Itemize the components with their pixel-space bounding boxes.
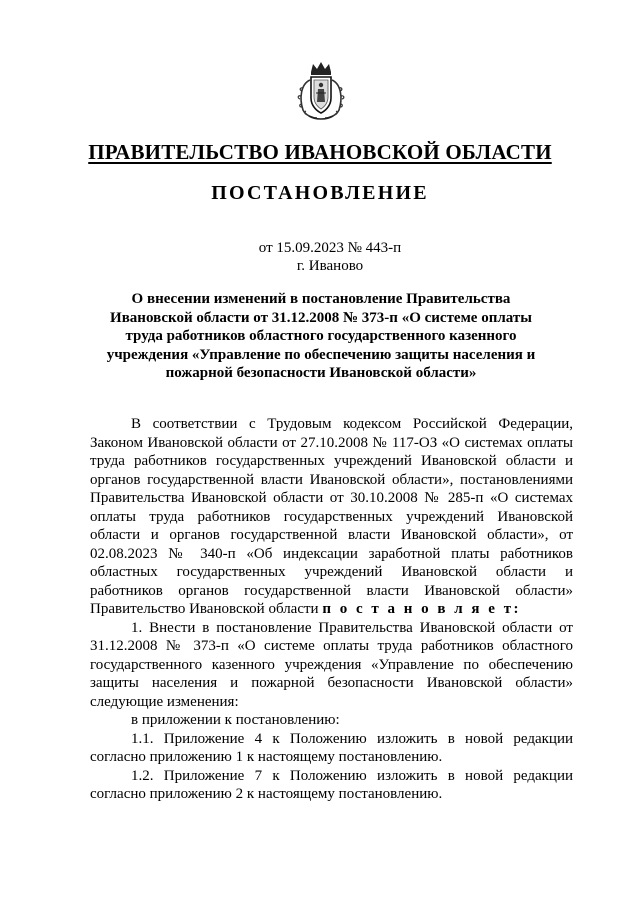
document-city: г. Иваново xyxy=(296,258,364,274)
in-appendix-line: в приложении к постановлению: xyxy=(131,712,340,728)
document-subject: О внесении изменений в постановление Правительства Ивановской области от 31.12.2008 № 373-п «О системе оплаты труда работников областного государственного казенного учреждения «Управление по обеспечению защиты населения и пожарной безопасности Ивановской области» xyxy=(106,291,536,381)
preamble-paragraph xyxy=(90,415,573,619)
resolves-word: п о с т а н о в л я е т: xyxy=(322,601,522,617)
preamble-text: В соответствии с Трудовым кодексом Российской Федерации, Законом Ивановской области от 27.10.2008 № 117-ОЗ «О системах оплаты труда работников государственных учреждений Ивановской области и органов государственной власти Ивановской области», постановлениями Правительства Ивановской области от 30.10.2008 № 285-п «О системах оплаты труда работников государственных учреждений Ивановской области и органов государственной власти Ивановской области», от 02.08.2023 № 340-п «Об индексации заработной платы работников областных государственных учреждений Ивановской области и работников органов государственной власти Ивановской области» Правительство Ивановской области xyxy=(90,416,573,617)
government-title xyxy=(0,140,640,165)
document-body xyxy=(90,415,573,804)
document-date-number: от 15.09.2023 № 443-п xyxy=(258,240,402,256)
item-1-2: 1.2. Приложение 7 к Положению изложить в новой редакции согласно приложению 2 к настоящему постановлению. xyxy=(90,767,573,802)
item-1: 1. Внести в постановление Правительства Ивановской области от 31.12.2008 № 373-п «О системе оплаты труда работников областного государственного казенного учреждения «Управление по обеспечению защиты населения и пожарной безопасности Ивановской области» следующие изменения: xyxy=(90,619,573,710)
document-type: ПОСТАНОВЛЕНИЕ xyxy=(211,182,429,204)
coat-of-arms-ivanovo-icon xyxy=(297,60,345,122)
government-title-text: ПРАВИТЕЛЬСТВО ИВАНОВСКОЙ ОБЛАСТИ xyxy=(88,140,552,164)
item-1-1: 1.1. Приложение 4 к Положению изложить в новой редакции согласно приложению 1 к настоящему постановлению. xyxy=(90,730,573,765)
